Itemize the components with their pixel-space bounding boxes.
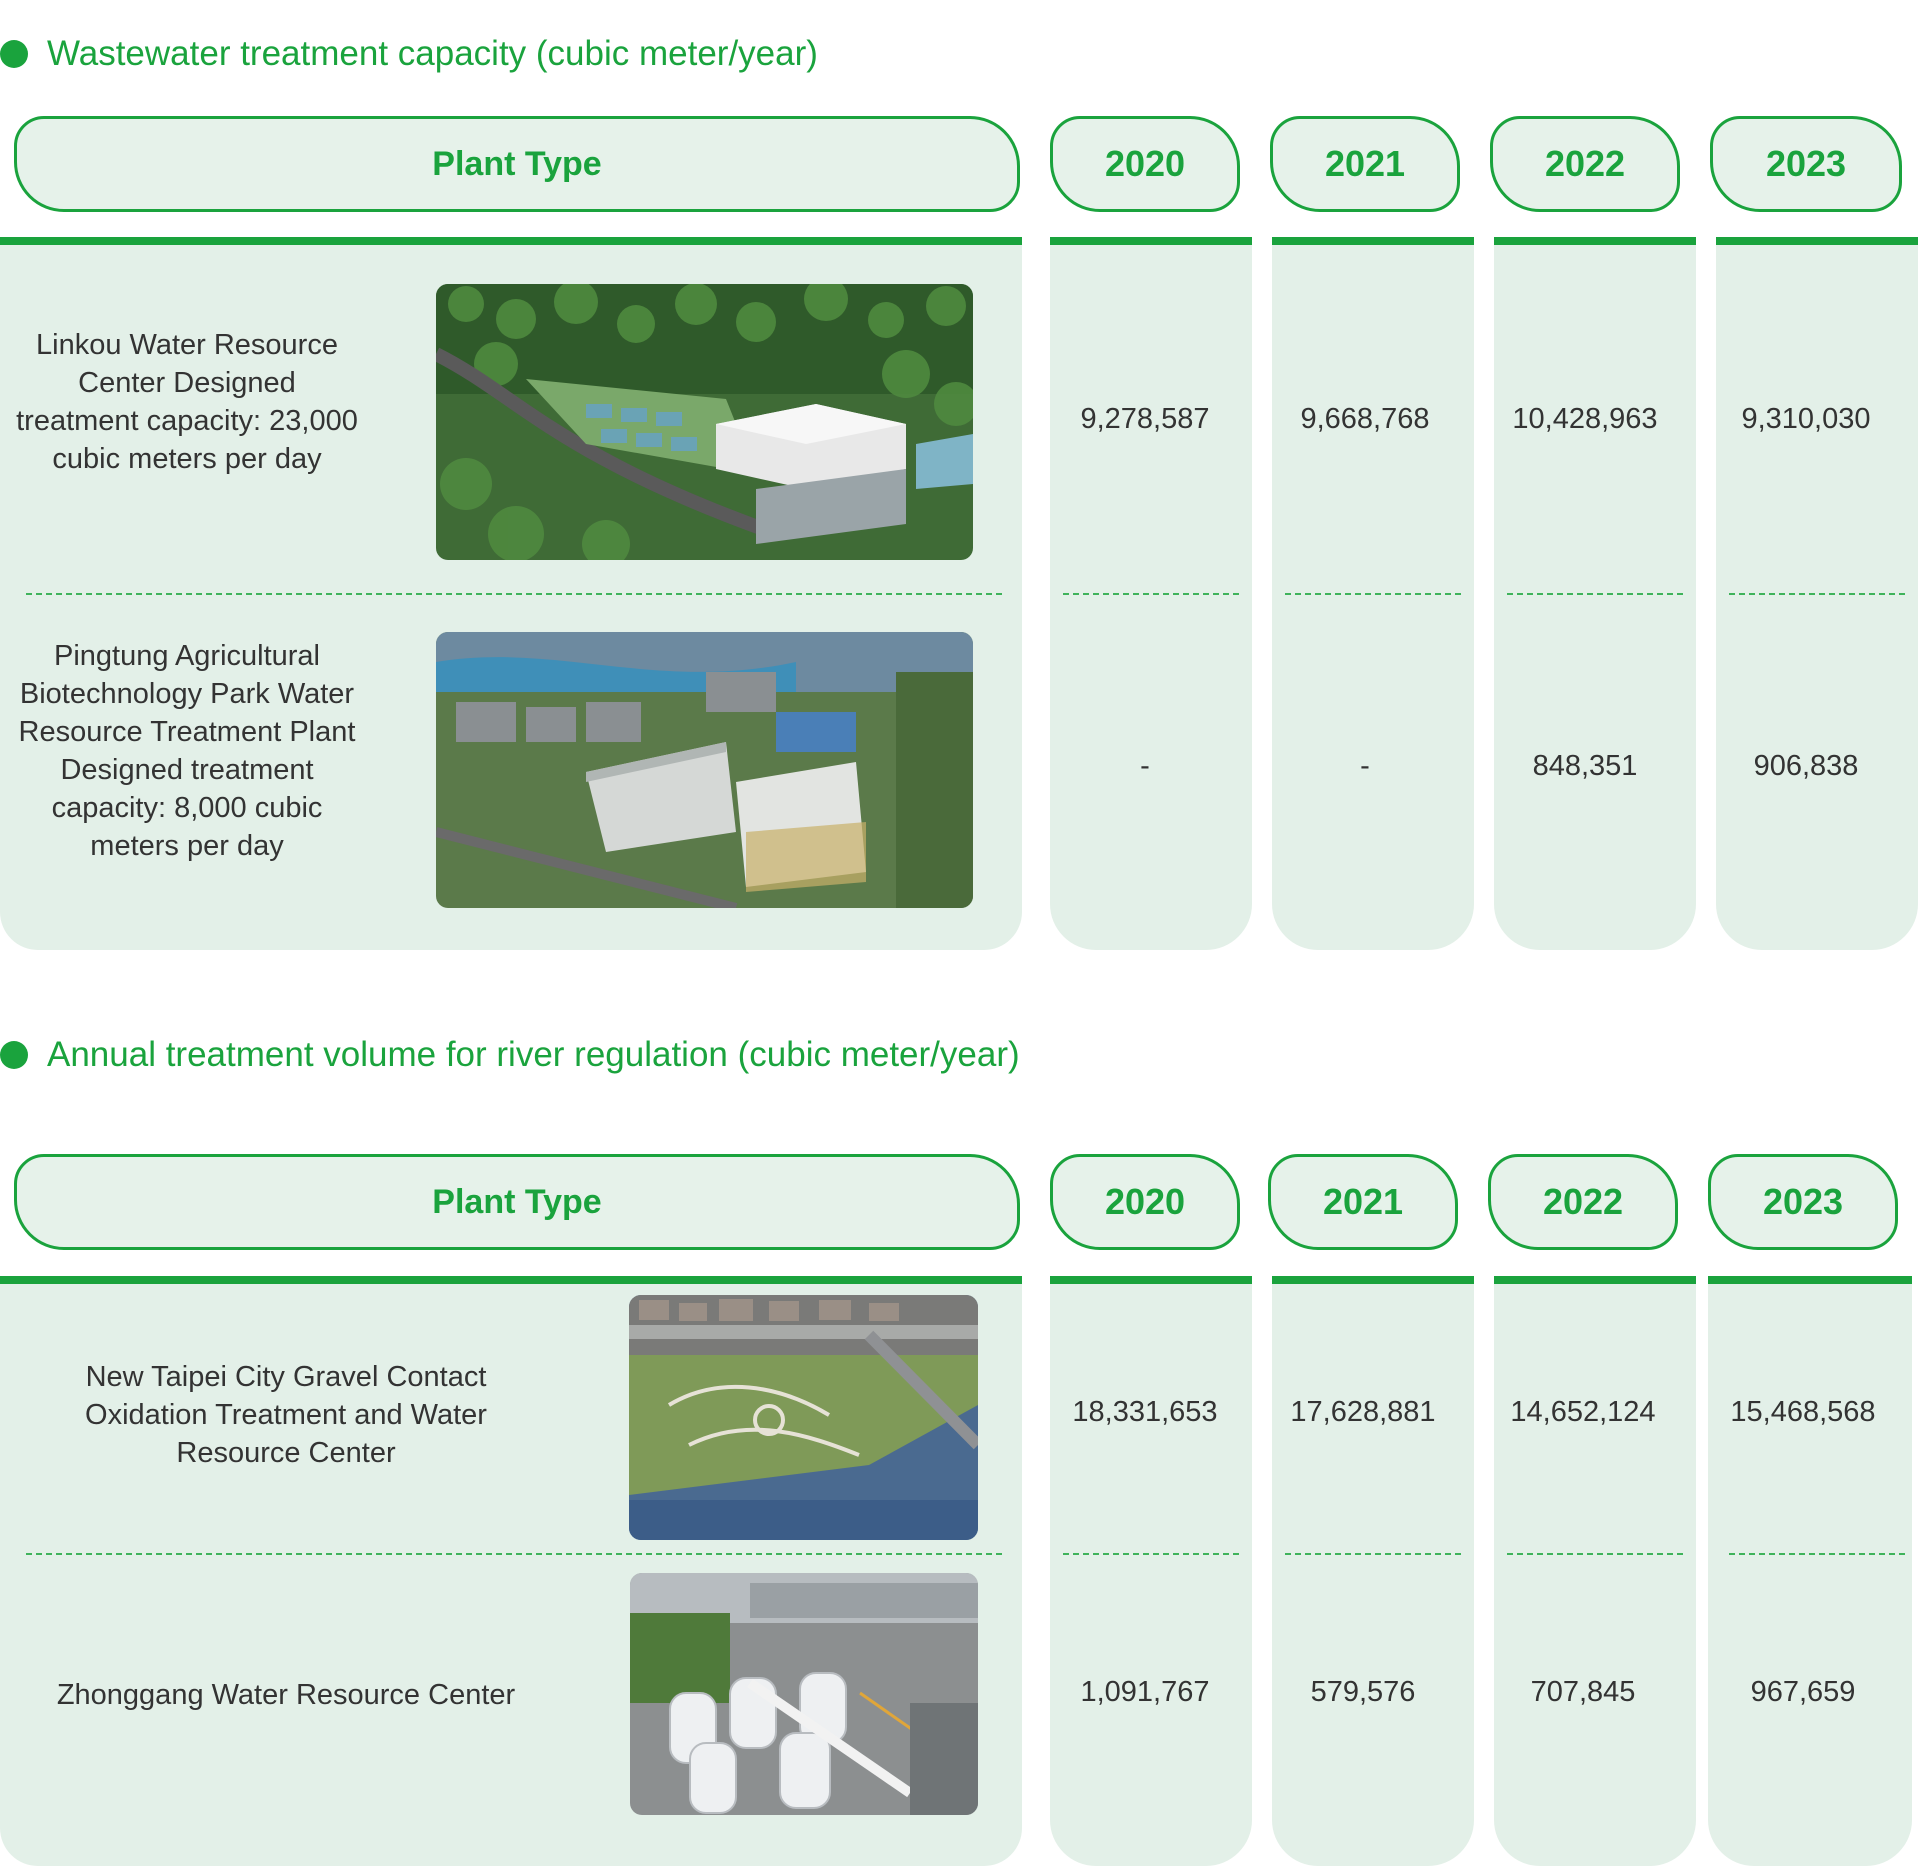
row-divider — [1507, 1553, 1683, 1555]
value-2022: 707,845 — [1530, 1676, 1636, 1708]
section-title — [0, 34, 818, 74]
section-title-text: Annual treatment volume for river regulation (cubic meter/year) — [47, 1035, 1020, 1074]
value-2021: 9,668,768 — [1300, 403, 1430, 435]
river-regulation-section — [0, 1000, 1920, 1866]
header-year-2023: 2023 — [1710, 116, 1902, 212]
header-plant-type: Plant Type — [14, 116, 1020, 212]
year-column-panel-2022 — [1494, 1276, 1696, 1866]
year-column-panel-2020 — [1050, 1276, 1252, 1866]
header-year-2021: 2021 — [1270, 116, 1460, 212]
year-column-panel-2023 — [1708, 1276, 1912, 1866]
row-divider — [1729, 1553, 1905, 1555]
header-year-2022: 2022 — [1488, 1154, 1678, 1250]
value-2023: 967,659 — [1750, 1676, 1856, 1708]
bullet-dot-icon — [0, 40, 28, 68]
value-2022: 10,428,963 — [1512, 403, 1658, 435]
bullet-dot-icon — [0, 1041, 28, 1069]
value-2021: - — [1360, 750, 1370, 782]
value-2020: 18,331,653 — [1072, 1396, 1218, 1428]
value-2020: - — [1140, 750, 1150, 782]
row-divider — [1063, 1553, 1239, 1555]
plant-name-new-taipei: New Taipei City Gravel Contact Oxidation Treatment and Water Resource Center — [85, 1361, 487, 1469]
plant-name-pingtung: Pingtung Agricultural Biotechnology Park Water Resource Treatment Plant Designed treatment capacity: 8,000 cubic meters per day — [18, 640, 356, 862]
value-2020: 9,278,587 — [1080, 403, 1210, 435]
aerial-biotech-park-photo — [436, 632, 973, 908]
row-divider — [1285, 1553, 1461, 1555]
header-year-2020: 2020 — [1050, 1154, 1240, 1250]
value-2023: 15,468,568 — [1730, 1396, 1876, 1428]
row-divider — [1729, 593, 1905, 595]
section-title — [0, 1035, 1020, 1075]
header-year-2020: 2020 — [1050, 116, 1240, 212]
plant-name-zhonggang: Zhonggang Water Resource Center — [56, 1679, 516, 1711]
aerial-treatment-plant-photo — [436, 284, 973, 560]
value-2020: 1,091,767 — [1080, 1676, 1210, 1708]
value-2021: 579,576 — [1310, 1676, 1416, 1708]
row-divider — [1063, 593, 1239, 595]
treatment-tanks-photo — [630, 1573, 978, 1815]
row-divider — [1285, 593, 1461, 595]
value-2022: 14,652,124 — [1510, 1396, 1656, 1428]
header-year-2022: 2022 — [1490, 116, 1680, 212]
row-divider — [26, 593, 1002, 595]
value-2023: 9,310,030 — [1741, 403, 1871, 435]
row-divider — [26, 1553, 1002, 1555]
value-2023: 906,838 — [1753, 750, 1859, 782]
header-year-2021: 2021 — [1268, 1154, 1458, 1250]
row-divider — [1507, 593, 1683, 595]
header-year-2023: 2023 — [1708, 1154, 1898, 1250]
value-2021: 17,628,881 — [1290, 1396, 1436, 1428]
section-title-text: Wastewater treatment capacity (cubic meter/year) — [47, 34, 818, 73]
riverside-park-photo — [629, 1295, 978, 1540]
header-plant-type: Plant Type — [14, 1154, 1020, 1250]
year-column-panel-2021 — [1272, 1276, 1474, 1866]
plant-name-linkou: Linkou Water Resource Center Designed treatment capacity: 23,000 cubic meters per day — [16, 329, 358, 475]
value-2022: 848,351 — [1532, 750, 1638, 782]
